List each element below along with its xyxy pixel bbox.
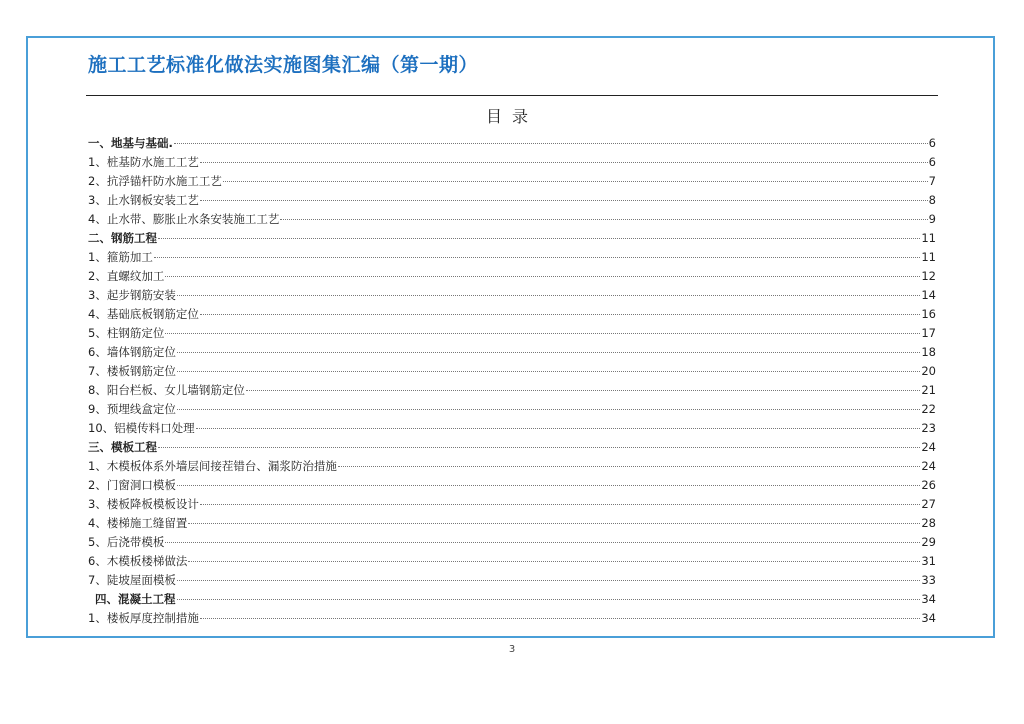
dot-leader: [154, 257, 921, 258]
toc-entry-page: 34: [921, 592, 936, 606]
toc-entry-label: 四、混凝土工程: [95, 592, 176, 606]
toc-entry-page: 17: [921, 326, 936, 340]
toc-entry-page: 24: [921, 440, 936, 454]
toc-entry-page: 26: [921, 478, 936, 492]
toc-entry-label: 1、桩基防水施工工艺: [88, 155, 199, 169]
toc-entry[interactable]: [88, 610, 936, 629]
toc-entry-label: 9、预埋线盒定位: [88, 402, 176, 416]
dot-leader: [188, 561, 920, 562]
toc-entry-label: 3、止水钢板安装工艺: [88, 193, 199, 207]
toc-entry-label: 6、木模板楼梯做法: [88, 554, 188, 568]
toc-entry-label: 7、陡坡屋面模板: [88, 573, 176, 587]
toc-entry-label: 3、起步钢筋安装: [88, 288, 176, 302]
toc-section[interactable]: [88, 439, 936, 458]
toc-entry[interactable]: [88, 344, 936, 363]
dot-leader: [280, 219, 927, 220]
toc-section[interactable]: [88, 230, 936, 249]
dot-leader: [177, 371, 921, 372]
toc-entry-page: 34: [921, 611, 936, 625]
toc-entry-label: 1、木模板体系外墙层间接茬错台、漏浆防治措施: [88, 459, 337, 473]
toc-entry[interactable]: [88, 553, 936, 572]
dot-leader: [177, 352, 921, 353]
toc-entry-label: 一、地基与基础.: [88, 136, 173, 150]
toc-entry-label: 6、墙体钢筋定位: [88, 345, 176, 359]
dot-leader: [338, 466, 921, 467]
dot-leader: [165, 333, 920, 334]
toc-entry-page: 33: [921, 573, 936, 587]
toc-entry-label: 5、柱钢筋定位: [88, 326, 165, 340]
toc-entry[interactable]: [88, 363, 936, 382]
dot-leader: [177, 580, 921, 581]
toc-entry[interactable]: [88, 306, 936, 325]
toc-entry[interactable]: [88, 496, 936, 515]
dot-leader: [177, 409, 921, 410]
dot-leader: [174, 143, 928, 144]
toc-entry[interactable]: [88, 515, 936, 534]
toc-entry[interactable]: [88, 477, 936, 496]
toc-entry-page: 6: [928, 155, 936, 169]
toc-entry-page: 11: [921, 250, 936, 264]
toc-entry[interactable]: [88, 401, 936, 420]
toc-entry-label: 4、止水带、膨胀止水条安装施工工艺: [88, 212, 280, 226]
toc-entry-page: 29: [921, 535, 936, 549]
toc-entry-page: 31: [921, 554, 936, 568]
dot-leader: [177, 485, 921, 486]
dot-leader: [200, 162, 928, 163]
toc-entry-page: 22: [921, 402, 936, 416]
toc-entry[interactable]: [88, 192, 936, 211]
toc-entry-page: 20: [921, 364, 936, 378]
toc-entry-label: 三、模板工程: [88, 440, 157, 454]
toc-entry-page: 14: [921, 288, 936, 302]
dot-leader: [158, 238, 920, 239]
toc-entry-label: 4、楼梯施工缝留置: [88, 516, 188, 530]
toc-entry-label: 1、楼板厚度控制措施: [88, 611, 199, 625]
toc-entry-page: 21: [921, 383, 936, 397]
document-title: 施工工艺标准化做法实施图集汇编（第一期）: [88, 54, 479, 76]
toc-entry-page: 16: [921, 307, 936, 321]
toc-entry-label: 1、箍筋加工: [88, 250, 153, 264]
dot-leader: [188, 523, 920, 524]
toc-entry[interactable]: [88, 173, 936, 192]
toc-heading: 目录: [485, 107, 538, 126]
toc-entry-label: 4、基础底板钢筋定位: [88, 307, 199, 321]
toc-entry[interactable]: [88, 211, 936, 230]
toc-entry[interactable]: [88, 287, 936, 306]
toc-entry-page: 24: [921, 459, 936, 473]
toc-section[interactable]: [88, 591, 936, 610]
toc-section[interactable]: [88, 135, 936, 154]
dot-leader: [200, 504, 921, 505]
toc-entry-page: 7: [928, 174, 936, 188]
toc-entry[interactable]: [88, 325, 936, 344]
toc-entry-label: 5、后浇带模板: [88, 535, 165, 549]
toc-entry-page: 9: [928, 212, 936, 226]
toc-entry-label: 10、铝模传料口处理: [88, 421, 195, 435]
toc-entry-page: 18: [921, 345, 936, 359]
toc-entry-page: 12: [921, 269, 936, 283]
dot-leader: [200, 200, 928, 201]
page-number: 3: [508, 644, 516, 655]
toc-entry-label: 2、直螺纹加工: [88, 269, 165, 283]
toc-entry[interactable]: [88, 458, 936, 477]
toc-entry[interactable]: [88, 154, 936, 173]
dot-leader: [223, 181, 928, 182]
dot-leader: [196, 428, 921, 429]
dot-leader: [200, 314, 921, 315]
table-of-contents: [88, 135, 936, 629]
toc-entry[interactable]: [88, 268, 936, 287]
toc-entry-label: 7、楼板钢筋定位: [88, 364, 176, 378]
dot-leader: [177, 295, 921, 296]
toc-entry-page: 8: [928, 193, 936, 207]
toc-entry-page: 11: [921, 231, 936, 245]
toc-entry-label: 2、抗浮锚杆防水施工工艺: [88, 174, 222, 188]
toc-entry-page: 27: [921, 497, 936, 511]
title-divider: [86, 95, 938, 96]
dot-leader: [246, 390, 921, 391]
toc-entry[interactable]: [88, 249, 936, 268]
toc-entry-page: 23: [921, 421, 936, 435]
toc-entry-label: 3、楼板降板模板设计: [88, 497, 199, 511]
dot-leader: [177, 599, 921, 600]
toc-entry-page: 6: [928, 136, 936, 150]
dot-leader: [158, 447, 920, 448]
toc-entry[interactable]: [88, 572, 936, 591]
toc-entry[interactable]: [88, 382, 936, 401]
toc-entry-label: 2、门窗洞口模板: [88, 478, 176, 492]
toc-entry-label: 二、钢筋工程: [88, 231, 157, 245]
toc-entry-page: 28: [921, 516, 936, 530]
toc-entry[interactable]: [88, 534, 936, 553]
toc-entry-label: 8、阳台栏板、女儿墙钢筋定位: [88, 383, 245, 397]
dot-leader: [200, 618, 921, 619]
dot-leader: [165, 276, 920, 277]
dot-leader: [165, 542, 920, 543]
toc-entry[interactable]: [88, 420, 936, 439]
